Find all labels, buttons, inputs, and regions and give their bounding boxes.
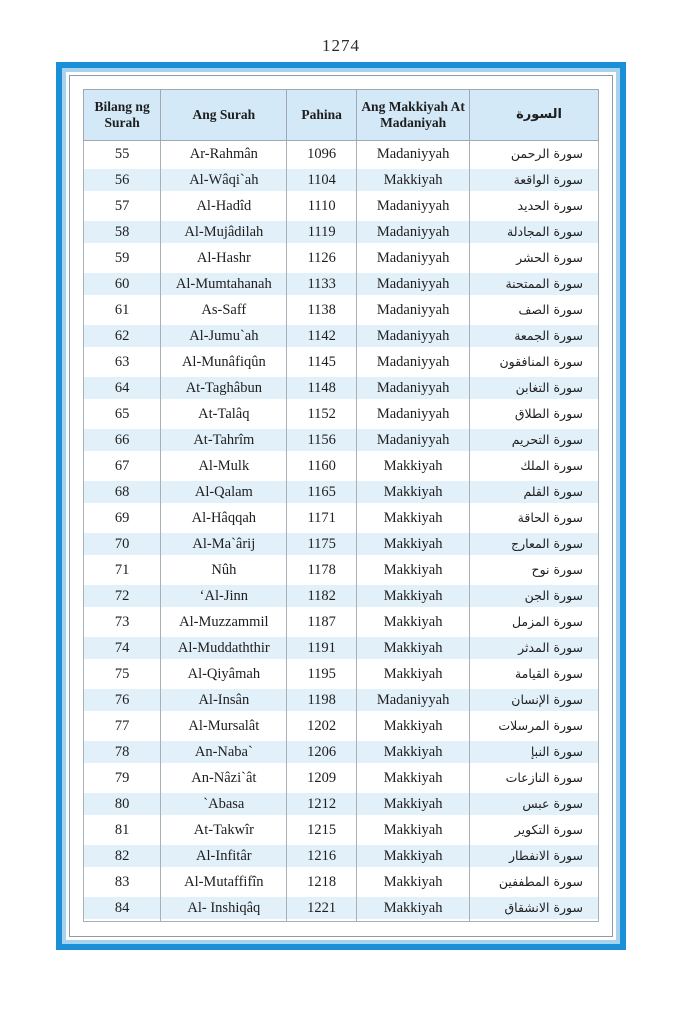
table-row: [84, 271, 599, 297]
surah-name-cell: Nûh: [161, 557, 287, 583]
table-row: [84, 557, 599, 583]
revelation-type-cell: Makkiyah: [356, 791, 469, 817]
surah-name-cell: Al-Hâqqah: [161, 505, 287, 531]
table-row: [84, 401, 599, 427]
table-row: [84, 661, 599, 687]
revelation-type-cell: Madaniyyah: [356, 687, 469, 713]
page-number-cell: 1126: [287, 245, 357, 271]
surah-number-cell: 72: [84, 583, 161, 609]
surah-number-cell: 58: [84, 219, 161, 245]
revelation-type-cell: Makkiyah: [356, 817, 469, 843]
arabic-name-cell: سورة التكوير: [470, 817, 599, 843]
arabic-name-cell: سورة الملك: [470, 453, 599, 479]
surah-name-cell: Al-Wâqi`ah: [161, 167, 287, 193]
revelation-type-cell: Makkiyah: [356, 713, 469, 739]
surah-name-cell: Al-Munâfiqûn: [161, 349, 287, 375]
page-number-cell: 1221: [287, 895, 357, 922]
content-box: [69, 75, 613, 937]
surah-name-cell: Al-Mujâdilah: [161, 219, 287, 245]
surah-number-cell: 64: [84, 375, 161, 401]
surah-number-cell: 78: [84, 739, 161, 765]
surah-name-cell: Al-Mursalât: [161, 713, 287, 739]
revelation-type-cell: Madaniyyah: [356, 271, 469, 297]
table-row: [84, 375, 599, 401]
surah-number-cell: 82: [84, 843, 161, 869]
table-row: [84, 609, 599, 635]
page-number: 1274: [322, 36, 360, 55]
table-row: [84, 505, 599, 531]
table-row: [84, 687, 599, 713]
surah-name-cell: Al-Mulk: [161, 453, 287, 479]
page-number-cell: 1182: [287, 583, 357, 609]
surah-name-cell: Al-Muzzammil: [161, 609, 287, 635]
table-row: [84, 479, 599, 505]
page-number-cell: 1142: [287, 323, 357, 349]
arabic-name-cell: سورة النبإ: [470, 739, 599, 765]
revelation-type-cell: Madaniyyah: [356, 427, 469, 453]
table-row: [84, 583, 599, 609]
revelation-type-cell: Makkiyah: [356, 453, 469, 479]
surah-number-cell: 61: [84, 297, 161, 323]
surah-number-cell: 65: [84, 401, 161, 427]
page-number-cell: 1110: [287, 193, 357, 219]
revelation-type-cell: Makkiyah: [356, 531, 469, 557]
arabic-name-cell: سورة نوح: [470, 557, 599, 583]
surah-index-table: [83, 89, 599, 922]
surah-name-cell: Al-Mumtahanah: [161, 271, 287, 297]
header-surah-name: Ang Surah: [161, 90, 287, 141]
table-header-row: [84, 90, 599, 141]
surah-number-cell: 59: [84, 245, 161, 271]
table-row: [84, 453, 599, 479]
surah-number-cell: 81: [84, 817, 161, 843]
header-revelation-type: Ang Makkiyah At Madaniyah: [356, 90, 469, 141]
surah-number-cell: 75: [84, 661, 161, 687]
arabic-name-cell: سورة الحشر: [470, 245, 599, 271]
page-number-cell: 1152: [287, 401, 357, 427]
surah-number-cell: 63: [84, 349, 161, 375]
arabic-name-cell: سورة الرحمن: [470, 141, 599, 168]
table-row: [84, 167, 599, 193]
surah-number-cell: 77: [84, 713, 161, 739]
table-row: [84, 193, 599, 219]
arabic-name-cell: سورة الجمعة: [470, 323, 599, 349]
page-number-cell: 1156: [287, 427, 357, 453]
table-row: [84, 739, 599, 765]
arabic-name-cell: سورة الصف: [470, 297, 599, 323]
page-number-cell: 1206: [287, 739, 357, 765]
table-row: [84, 817, 599, 843]
arabic-name-cell: سورة المعارج: [470, 531, 599, 557]
page-number-cell: 1148: [287, 375, 357, 401]
surah-name-cell: Al-Ma`ârij: [161, 531, 287, 557]
page-number-cell: 1187: [287, 609, 357, 635]
arabic-name-cell: سورة المجادلة: [470, 219, 599, 245]
arabic-name-cell: سورة القيامة: [470, 661, 599, 687]
table-row: [84, 427, 599, 453]
page-number-cell: 1138: [287, 297, 357, 323]
table-row: [84, 219, 599, 245]
revelation-type-cell: Makkiyah: [356, 583, 469, 609]
page-number-cell: 1160: [287, 453, 357, 479]
arabic-name-cell: سورة المنافقون: [470, 349, 599, 375]
surah-number-cell: 70: [84, 531, 161, 557]
surah-name-cell: At-Tahrîm: [161, 427, 287, 453]
arabic-name-cell: سورة المطففين: [470, 869, 599, 895]
surah-number-cell: 80: [84, 791, 161, 817]
surah-number-cell: 76: [84, 687, 161, 713]
page-number-cell: 1165: [287, 479, 357, 505]
table-row: [84, 349, 599, 375]
revelation-type-cell: Makkiyah: [356, 661, 469, 687]
surah-name-cell: Al- Inshiqâq: [161, 895, 287, 922]
revelation-type-cell: Makkiyah: [356, 479, 469, 505]
surah-name-cell: Al-Infitâr: [161, 843, 287, 869]
surah-number-cell: 84: [84, 895, 161, 922]
revelation-type-cell: Madaniyyah: [356, 245, 469, 271]
table-row: [84, 245, 599, 271]
table-row: [84, 895, 599, 922]
page-number-cell: 1202: [287, 713, 357, 739]
surah-number-cell: 71: [84, 557, 161, 583]
table-row: [84, 765, 599, 791]
arabic-name-cell: سورة الواقعة: [470, 167, 599, 193]
arabic-name-cell: سورة عبس: [470, 791, 599, 817]
page-number-cell: 1178: [287, 557, 357, 583]
revelation-type-cell: Makkiyah: [356, 609, 469, 635]
surah-name-cell: Al-Qalam: [161, 479, 287, 505]
header-arabic-name: السورة: [470, 90, 599, 141]
revelation-type-cell: Makkiyah: [356, 505, 469, 531]
table-row: [84, 531, 599, 557]
surah-name-cell: `Abasa: [161, 791, 287, 817]
arabic-name-cell: سورة المرسلات: [470, 713, 599, 739]
surah-number-cell: 74: [84, 635, 161, 661]
page-number-cell: 1218: [287, 869, 357, 895]
arabic-name-cell: سورة الحديد: [470, 193, 599, 219]
arabic-name-cell: سورة التغابن: [470, 375, 599, 401]
surah-name-cell: Al-Mutaffifîn: [161, 869, 287, 895]
surah-name-cell: Ar-Rahmân: [161, 141, 287, 168]
surah-name-cell: An-Nâzi`ât: [161, 765, 287, 791]
revelation-type-cell: Madaniyyah: [356, 219, 469, 245]
revelation-type-cell: Makkiyah: [356, 843, 469, 869]
page-number-cell: 1198: [287, 687, 357, 713]
surah-number-cell: 67: [84, 453, 161, 479]
surah-name-cell: Al-Jumu`ah: [161, 323, 287, 349]
surah-number-cell: 57: [84, 193, 161, 219]
page-number-cell: 1145: [287, 349, 357, 375]
revelation-type-cell: Madaniyyah: [356, 193, 469, 219]
table-row: [84, 843, 599, 869]
arabic-name-cell: سورة الانفطار: [470, 843, 599, 869]
arabic-name-cell: سورة الحاقة: [470, 505, 599, 531]
revelation-type-cell: Makkiyah: [356, 167, 469, 193]
arabic-name-cell: سورة الإنسان: [470, 687, 599, 713]
revelation-type-cell: Makkiyah: [356, 635, 469, 661]
page-number-cell: 1195: [287, 661, 357, 687]
surah-number-cell: 62: [84, 323, 161, 349]
surah-number-cell: 83: [84, 869, 161, 895]
surah-number-cell: 55: [84, 141, 161, 168]
surah-name-cell: At-Takwîr: [161, 817, 287, 843]
surah-name-cell: As-Saff: [161, 297, 287, 323]
header-page: Pahina: [287, 90, 357, 141]
surah-name-cell: Al-Qiyâmah: [161, 661, 287, 687]
revelation-type-cell: Makkiyah: [356, 765, 469, 791]
revelation-type-cell: Madaniyyah: [356, 141, 469, 168]
surah-number-cell: 79: [84, 765, 161, 791]
header-surah-number: Bilang ng Surah: [84, 90, 161, 141]
decorative-frame-outer: [56, 62, 626, 950]
revelation-type-cell: Madaniyyah: [356, 297, 469, 323]
surah-number-cell: 56: [84, 167, 161, 193]
revelation-type-cell: Makkiyah: [356, 895, 469, 922]
revelation-type-cell: Makkiyah: [356, 557, 469, 583]
revelation-type-cell: Madaniyyah: [356, 401, 469, 427]
arabic-name-cell: سورة الطلاق: [470, 401, 599, 427]
surah-name-cell: At-Taghâbun: [161, 375, 287, 401]
page-number-cell: 1171: [287, 505, 357, 531]
surah-name-cell: ‘Al-Jinn: [161, 583, 287, 609]
arabic-name-cell: سورة المزمل: [470, 609, 599, 635]
arabic-name-cell: سورة الانشقاق: [470, 895, 599, 922]
surah-number-cell: 66: [84, 427, 161, 453]
arabic-name-cell: سورة المدثر: [470, 635, 599, 661]
arabic-name-cell: سورة الجن: [470, 583, 599, 609]
surah-name-cell: Al-Hadîd: [161, 193, 287, 219]
revelation-type-cell: Madaniyyah: [356, 349, 469, 375]
surah-number-cell: 68: [84, 479, 161, 505]
revelation-type-cell: Makkiyah: [356, 869, 469, 895]
table-row: [84, 791, 599, 817]
revelation-type-cell: Madaniyyah: [356, 375, 469, 401]
surah-name-cell: Al-Insân: [161, 687, 287, 713]
surah-name-cell: At-Talâq: [161, 401, 287, 427]
table-row: [84, 297, 599, 323]
page-number-cell: 1096: [287, 141, 357, 168]
table-body: [84, 141, 599, 922]
surah-name-cell: Al-Hashr: [161, 245, 287, 271]
page-number-cell: 1133: [287, 271, 357, 297]
page-number-cell: 1104: [287, 167, 357, 193]
page-number-cell: 1215: [287, 817, 357, 843]
table-row: [84, 869, 599, 895]
arabic-name-cell: سورة التحريم: [470, 427, 599, 453]
page-number-cell: 1119: [287, 219, 357, 245]
arabic-name-cell: سورة النازعات: [470, 765, 599, 791]
revelation-type-cell: Madaniyyah: [356, 323, 469, 349]
surah-name-cell: Al-Muddaththir: [161, 635, 287, 661]
table-row: [84, 141, 599, 168]
arabic-name-cell: سورة القلم: [470, 479, 599, 505]
table-row: [84, 635, 599, 661]
table-row: [84, 713, 599, 739]
table-row: [84, 323, 599, 349]
page-number-cell: 1191: [287, 635, 357, 661]
page-number-cell: 1216: [287, 843, 357, 869]
surah-number-cell: 69: [84, 505, 161, 531]
surah-name-cell: An-Naba`: [161, 739, 287, 765]
surah-number-cell: 60: [84, 271, 161, 297]
revelation-type-cell: Makkiyah: [356, 739, 469, 765]
decorative-frame-inner: [62, 68, 620, 944]
page-number-cell: 1212: [287, 791, 357, 817]
page-number-cell: 1209: [287, 765, 357, 791]
surah-number-cell: 73: [84, 609, 161, 635]
page-number-cell: 1175: [287, 531, 357, 557]
arabic-name-cell: سورة الممتحنة: [470, 271, 599, 297]
